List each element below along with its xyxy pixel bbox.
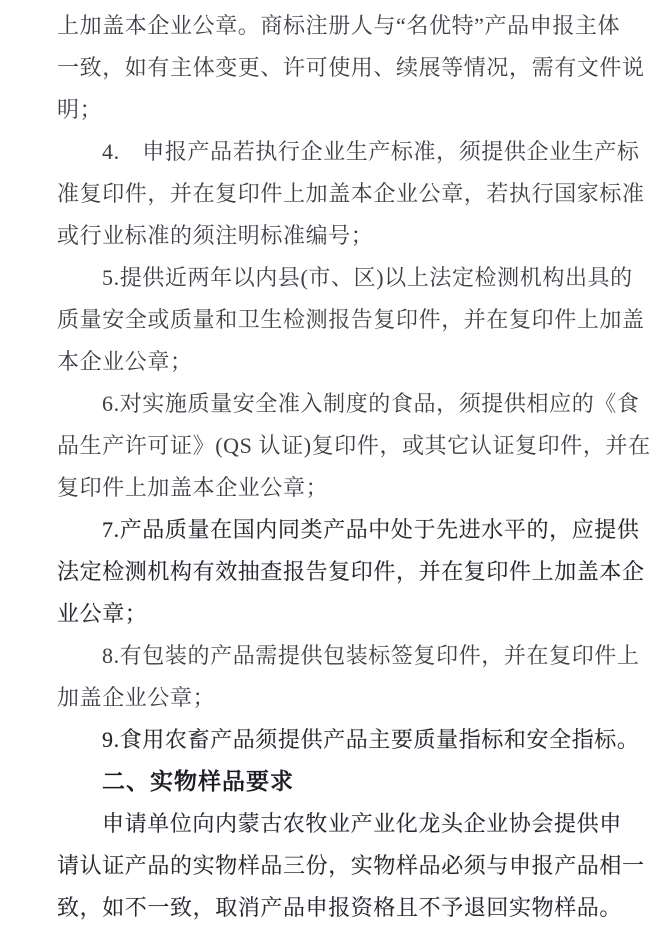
document-line: 准复印件，并在复印件上加盖本企业公章，若执行国家标准 <box>57 181 645 206</box>
document-line: 法定检测机构有效抽查报告复印件，并在复印件上加盖本企 <box>57 559 645 584</box>
section-heading: 二、实物样品要求 <box>102 769 294 794</box>
document-line-item-4: 4. 申报产品若执行企业生产标准，须提供企业生产标 <box>102 139 640 164</box>
document-line: 致，如不一致，取消产品申报资格且不予退回实物样品。 <box>57 895 623 920</box>
document-line-item-8: 8.有包装的产品需提供包装标签复印件，并在复印件上 <box>102 643 640 668</box>
document-line: 上加盖本企业公章。商标注册人与“名优特”产品申报主体 <box>57 13 621 38</box>
document-line: 申请单位向内蒙古农牧业产业化龙头企业协会提供申 <box>102 811 622 836</box>
document-line-item-6: 6.对实施质量安全准入制度的食品，须提供相应的《食 <box>102 391 640 416</box>
document-line-item-7: 7.产品质量在国内同类产品中处于先进水平的，应提供 <box>102 517 640 542</box>
document-line: 一致，如有主体变更、许可使用、续展等情况，需有文件说 <box>57 55 645 80</box>
document-line: 或行业标准的须注明标准编号； <box>57 223 374 248</box>
document-line: 本企业公章； <box>57 349 193 374</box>
document-line-item-9: 9.食用农畜产品须提供产品主要质量指标和安全指标。 <box>102 727 640 752</box>
document-content <box>57 5 651 929</box>
document-line: 复印件上加盖本企业公章； <box>57 475 329 500</box>
document-line: 加盖企业公章； <box>57 685 216 710</box>
document-line: 质量安全或质量和卫生检测报告复印件，并在复印件上加盖 <box>57 307 645 332</box>
document-line: 明； <box>57 97 103 122</box>
document-line: 业公章； <box>57 601 148 626</box>
document-line: 请认证产品的实物样品三份，实物样品必须与申报产品相一 <box>57 853 645 878</box>
document-line: 品生产许可证》(QS 认证)复印件，或其它认证复印件，并在 <box>57 433 651 458</box>
document-line-item-5: 5.提供近两年以内县(市、区)以上法定检测机构出具的 <box>102 265 633 290</box>
